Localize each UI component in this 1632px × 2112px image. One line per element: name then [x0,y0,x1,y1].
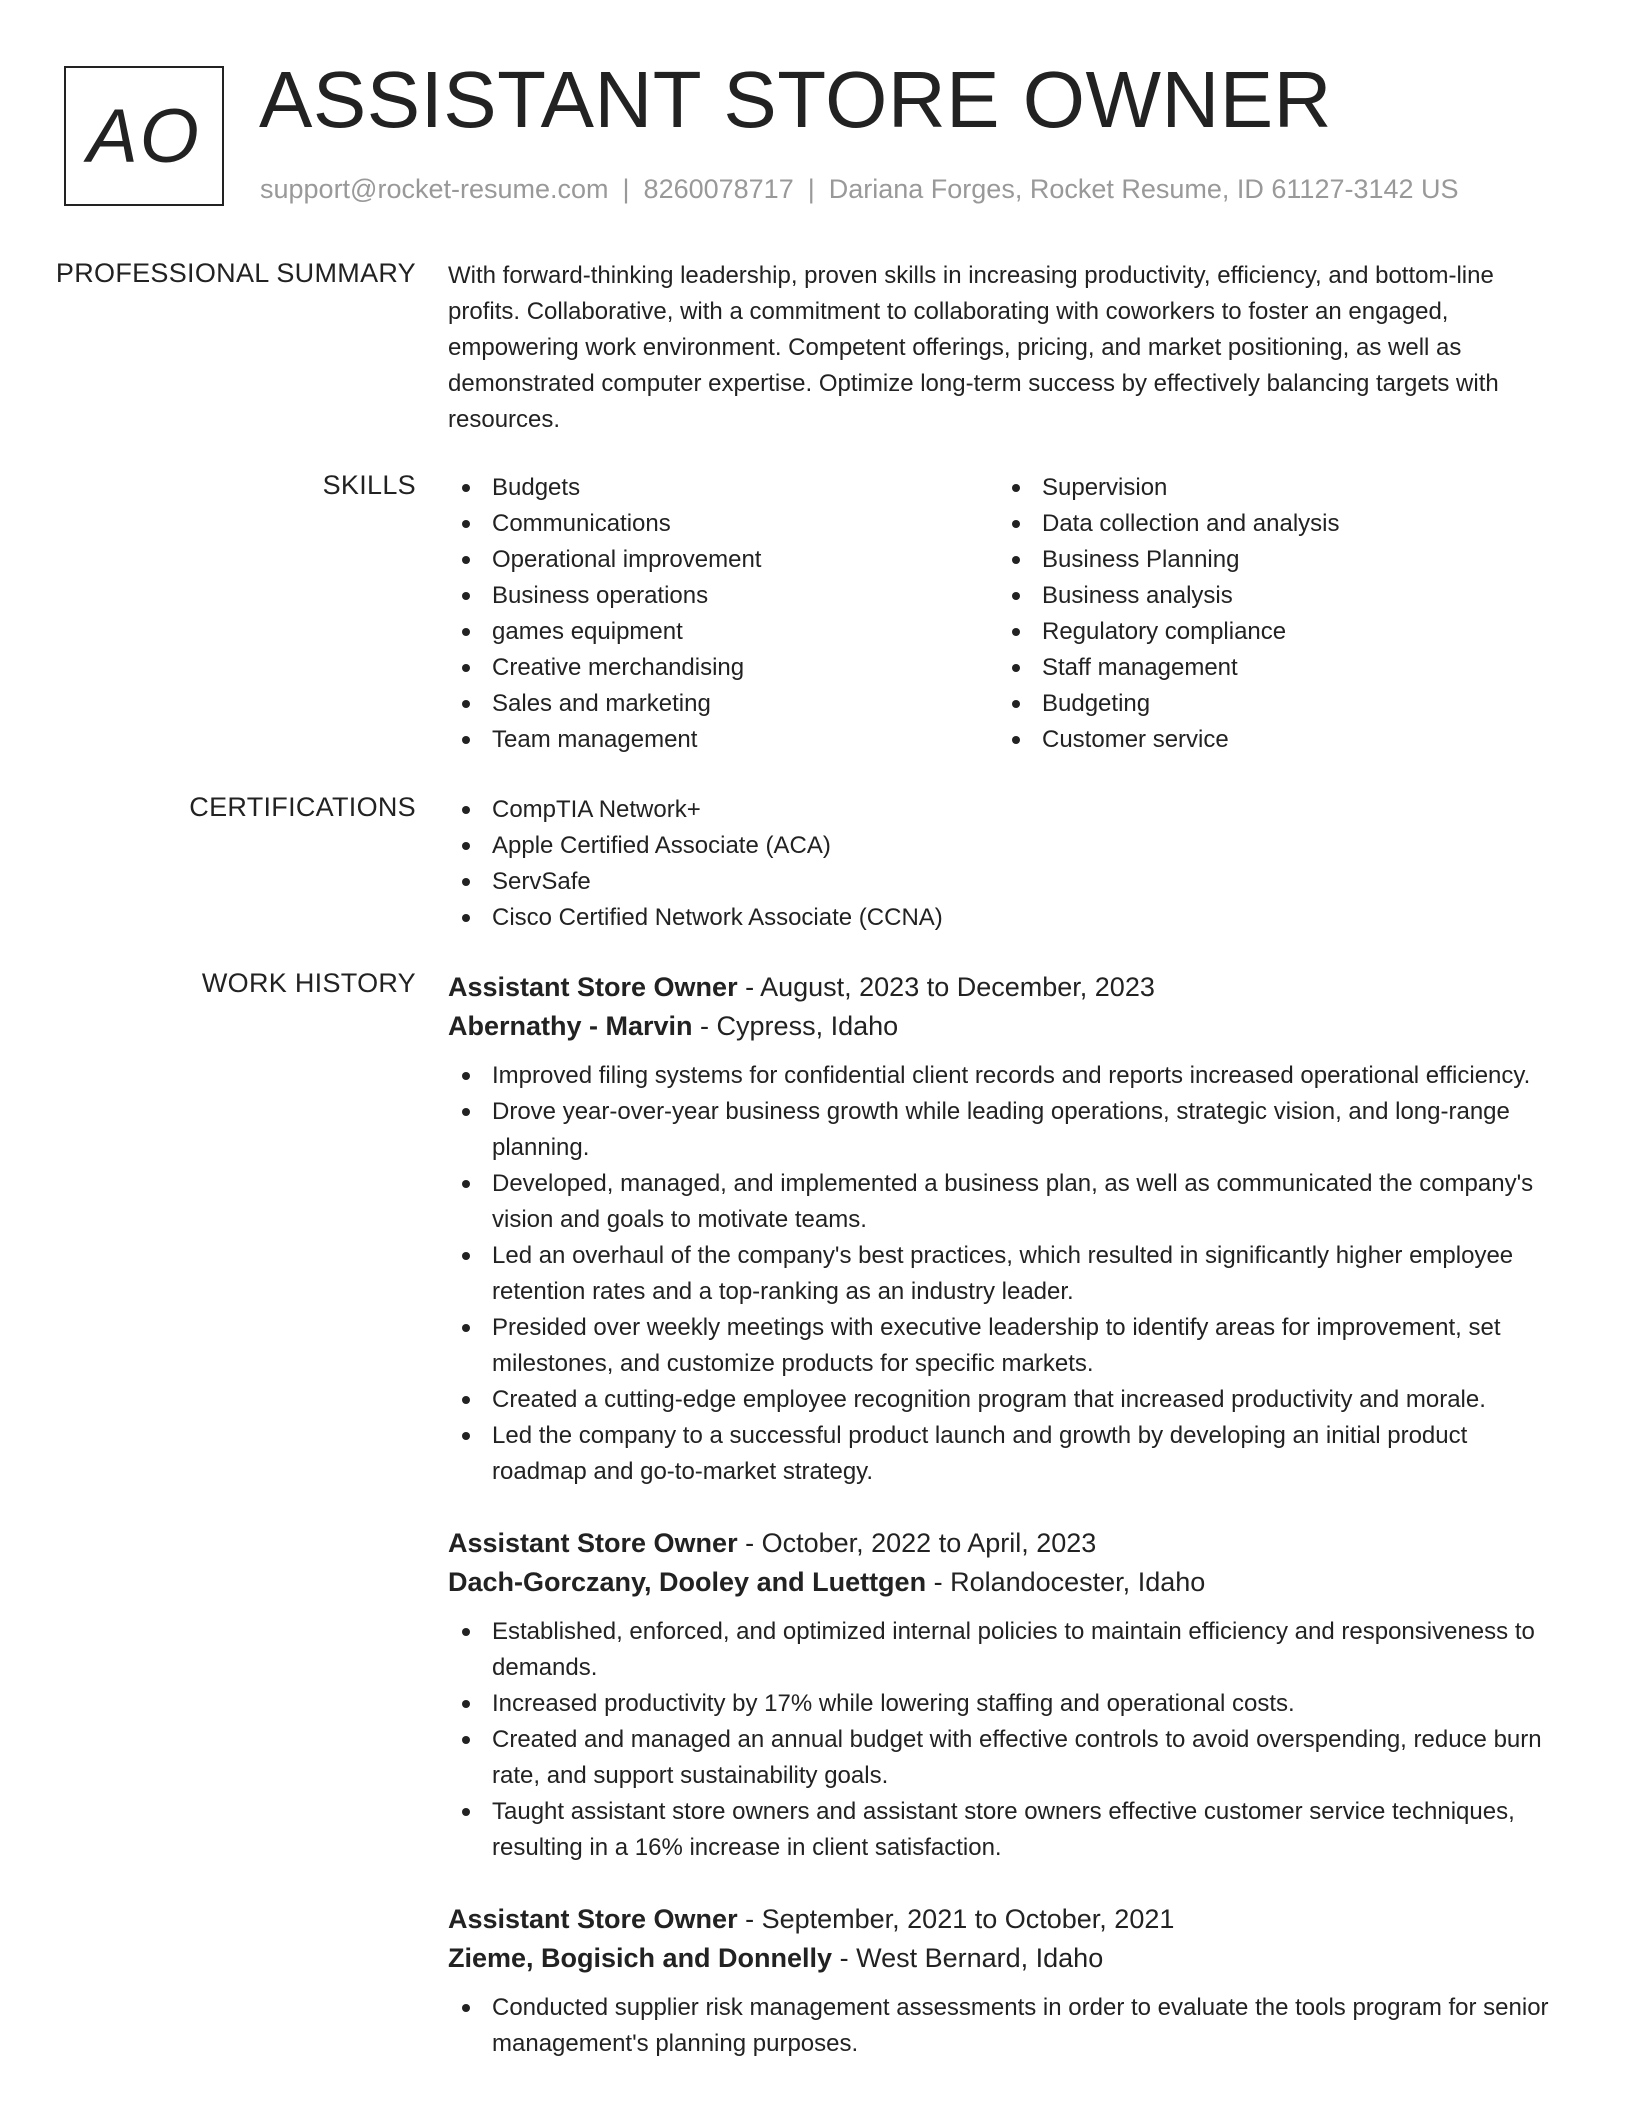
skill-item: Supervision [998,470,1548,506]
skill-item: Customer service [998,722,1548,758]
summary-text: With forward-thinking leadership, proven skills in increasing productivity, efficiency, and bottom-line profits. Collaborative, with a commitment to collaborating with coworkers to foster an engaged, empowering work environment. Competent offerings, pricing, and market positioning, as well as demonstrated computer expertise. Optimize long-term success by effectively balancing targets with resources. [448,262,1499,433]
skill-item: Data collection and analysis [998,506,1548,542]
certifications-body [448,792,1568,936]
job-title: Assistant Store Owner [448,972,738,1002]
skills-body [448,470,1568,758]
job-company: Dach-Gorczany, Dooley and Luettgen [448,1567,927,1597]
section-label-certifications: CERTIFICATIONS [189,792,416,822]
certification-item: CompTIA Network+ [448,792,1568,828]
skill-item: Staff management [998,650,1548,686]
skill-item: Budgeting [998,686,1548,722]
job-dates: - October, 2022 to April, 2023 [737,1528,1097,1558]
job-responsibilities [448,1990,1568,2062]
skill-item: Business analysis [998,578,1548,614]
job-title: Assistant Store Owner [448,1904,738,1934]
section-label-work-history: WORK HISTORY [201,968,416,998]
job-company-line [448,1939,1568,1978]
skill-item: Operational improvement [448,542,998,578]
work-history-body [448,968,1568,2096]
monogram-initials: AO [87,93,201,179]
responsibility-item: Developed, managed, and implemented a business plan, as well as communicated the company's vision and goals to motivate teams. [448,1166,1568,1238]
job-company: Zieme, Bogisich and Donnelly [448,1943,833,1973]
responsibility-item: Presided over weekly meetings with executive leadership to identify areas for improvement, set milestones, and customize products for specific markets. [448,1310,1568,1382]
job-entry [448,1900,1568,2062]
contact-separator: | [622,174,630,204]
responsibility-item: Taught assistant store owners and assistant store owners effective customer service techniques, resulting in a 16% increase in client satisfaction. [448,1794,1568,1866]
section-label-summary: PROFESSIONAL SUMMARY [55,258,416,288]
monogram-logo [64,66,224,206]
skill-item: Business Planning [998,542,1548,578]
contact-separator: | [807,174,815,204]
certification-item: Apple Certified Associate (ACA) [448,828,1568,864]
responsibility-item: Created a cutting-edge employee recognition program that increased productivity and morale. [448,1382,1568,1418]
responsibility-item: Conducted supplier risk management assessments in order to evaluate the tools program for senior management's planning purposes. [448,1990,1568,2062]
job-dates: - August, 2023 to December, 2023 [737,972,1155,1002]
responsibility-item: Drove year-over-year business growth while leading operations, strategic vision, and long-range planning. [448,1094,1568,1166]
job-company-line [448,1007,1568,1046]
resume-title: ASSISTANT STORE OWNER [259,55,1332,144]
contact-line [260,174,1459,205]
responsibility-item: Improved filing systems for confidential client records and reports increased operational efficiency. [448,1058,1568,1094]
job-title: Assistant Store Owner [448,1528,738,1558]
job-title-line [448,1524,1568,1563]
skill-item: Communications [448,506,998,542]
responsibility-item: Increased productivity by 17% while lowering staffing and operational costs. [448,1686,1568,1722]
skill-item: Business operations [448,578,998,614]
job-company: Abernathy - Marvin [448,1011,693,1041]
job-responsibilities [448,1058,1568,1490]
job-title-line [448,968,1568,1007]
skill-item: Budgets [448,470,998,506]
job-location: - West Bernard, Idaho [832,1943,1104,1973]
job-entry [448,1524,1568,1866]
certification-item: ServSafe [448,864,1568,900]
skill-item: Regulatory compliance [998,614,1548,650]
section-label-skills: SKILLS [322,470,416,500]
job-company-line [448,1563,1568,1602]
responsibility-item: Established, enforced, and optimized internal policies to maintain efficiency and responsiveness to demands. [448,1614,1568,1686]
contact-email[interactable]: support@rocket-resume.com [260,174,609,204]
job-title-line [448,1900,1568,1939]
responsibility-item: Led an overhaul of the company's best practices, which resulted in significantly higher employee retention rates and a top-ranking as an industry leader. [448,1238,1568,1310]
skill-item: Sales and marketing [448,686,998,722]
skills-list-right [998,470,1548,758]
job-location: - Rolandocester, Idaho [926,1567,1206,1597]
certifications-list [448,792,1568,936]
certification-item: Cisco Certified Network Associate (CCNA) [448,900,1568,936]
responsibility-item: Created and managed an annual budget with effective controls to avoid overspending, reduce burn rate, and support sustainability goals. [448,1722,1568,1794]
skills-list-left [448,470,998,758]
skill-item: Team management [448,722,998,758]
contact-address: Dariana Forges, Rocket Resume, ID 61127-3142 US [828,174,1459,204]
contact-phone[interactable]: 8260078717 [643,174,794,204]
responsibility-item: Led the company to a successful product launch and growth by developing an initial product roadmap and go-to-market strategy. [448,1418,1568,1490]
job-entry [448,968,1568,1490]
summary-body [448,258,1568,438]
job-location: - Cypress, Idaho [692,1011,899,1041]
skill-item: games equipment [448,614,998,650]
skill-item: Creative merchandising [448,650,998,686]
job-dates: - September, 2021 to October, 2021 [737,1904,1175,1934]
job-responsibilities [448,1614,1568,1866]
